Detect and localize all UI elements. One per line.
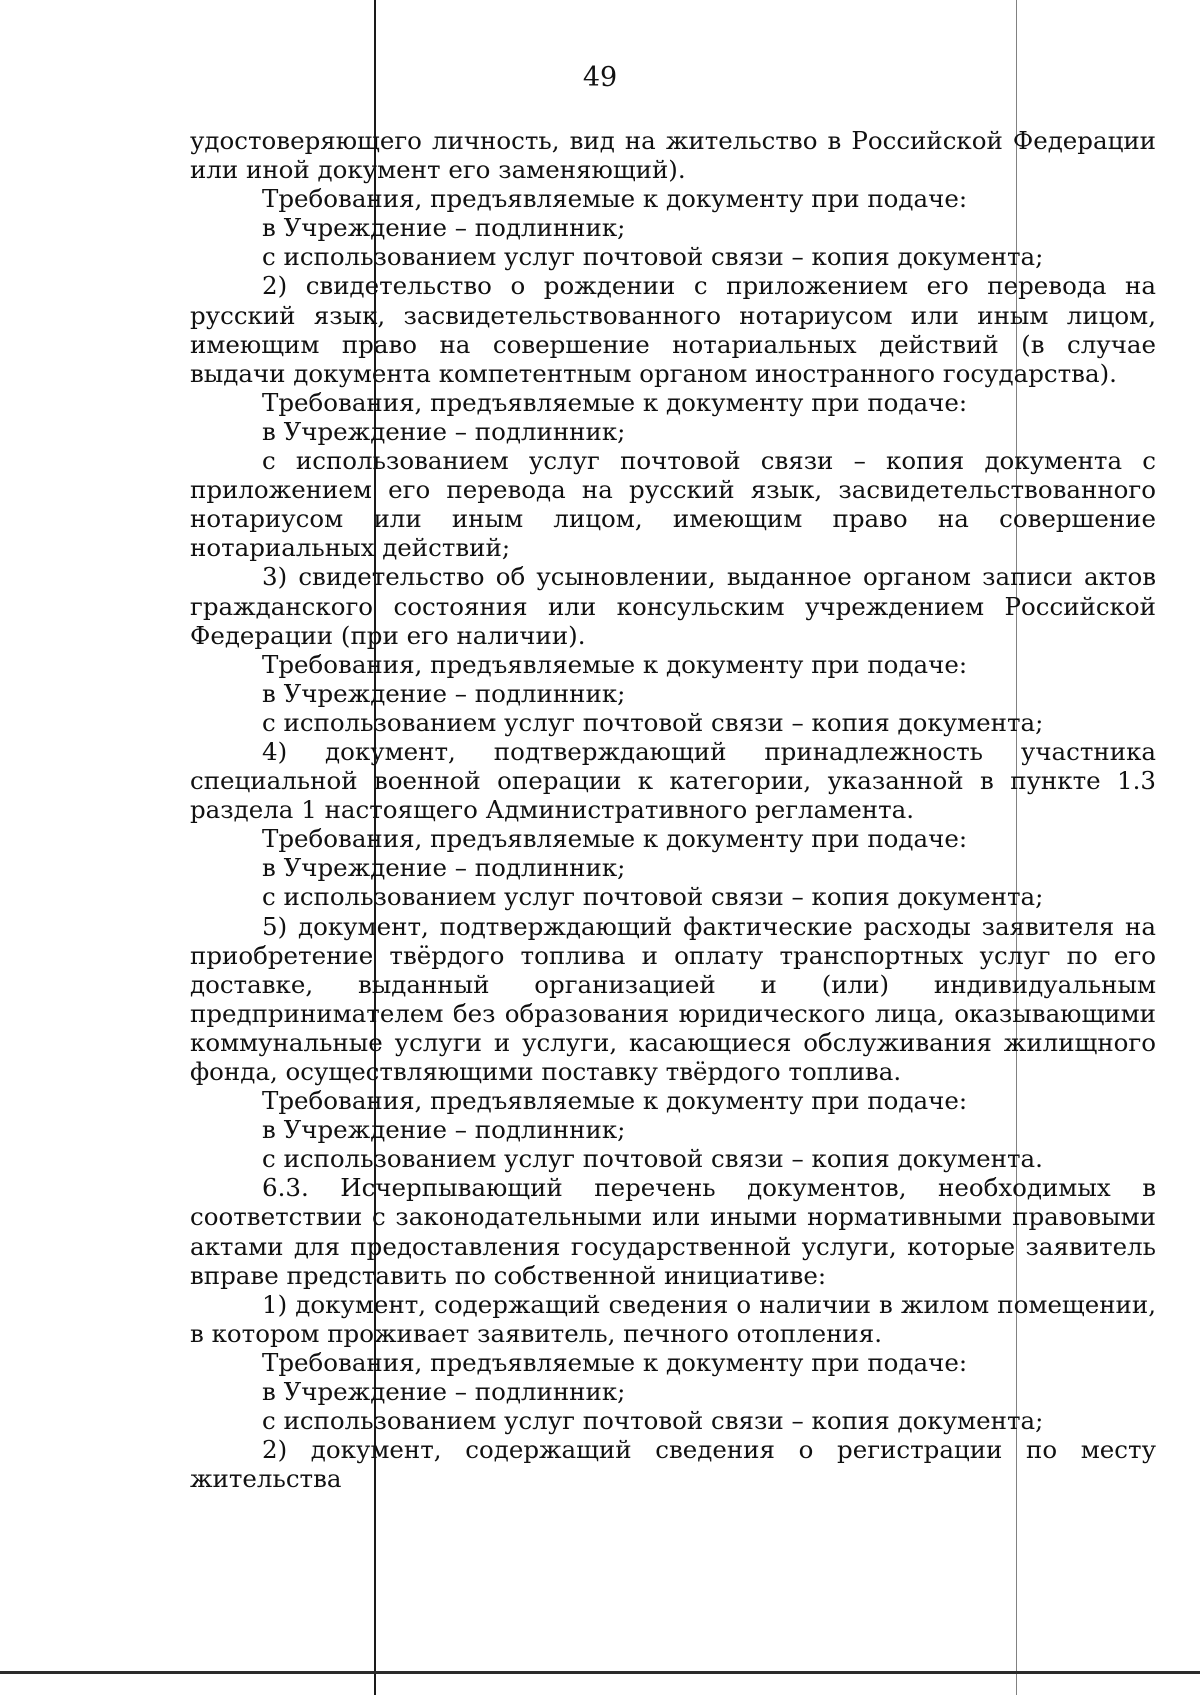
document-body [190, 126, 1156, 1493]
paragraph: 2) документ, содержащий сведения о регистрации по месту жительства [190, 1435, 1156, 1494]
page-number: 49 [582, 62, 618, 93]
paragraph: Требования, предъявляемые к документу при подаче: [262, 649, 968, 679]
paragraph: с использованием услуг почтовой связи – копия документа с приложением его перевода на русский язык, засвидетельствованного нотариусом или иным лицом, имеющим право на совершение нотариальных действий; [190, 446, 1156, 563]
paragraph: в Учреждение – подлинник; [262, 416, 626, 446]
paragraph: в Учреждение – подлинник; [262, 678, 626, 708]
paragraph: Требования, предъявляемые к документу при подаче: [262, 387, 968, 417]
paragraph: Требования, предъявляемые к документу при подаче: [262, 824, 968, 854]
paragraph: в Учреждение – подлинник; [262, 1377, 626, 1407]
paragraph: в Учреждение – подлинник; [262, 213, 626, 243]
paragraph: 1) документ, содержащий сведения о наличии в жилом помещении, в котором проживает заявитель, печного отопления. [190, 1289, 1156, 1348]
paragraph: 4) документ, подтверждающий принадлежность участника специальной военной операции к категории, указанной в пункте 1.3 раздела 1 настоящего Административного регламента. [190, 736, 1156, 825]
paragraph: 5) документ, подтверждающий фактические расходы заявителя на приобретение твёрдого топлива и оплату транспортных услуг по его доставке, выданный организацией и (или) индивидуальным предпринимателем без образования юридического лица, оказывающими коммунальные услуги и услуги, касающиеся обслуживания жилищного фонда, осуществляющими поставку твёрдого топлива. [190, 911, 1156, 1086]
paragraph: 3) свидетельство об усыновлении, выданное органом записи актов гражданского состояния или консульским учреждением Российской Федерации (при его наличии). [190, 562, 1156, 650]
paragraph: в Учреждение – подлинник; [262, 1115, 626, 1145]
paragraph: Требования, предъявляемые к документу при подаче: [262, 184, 968, 214]
paragraph: 2) свидетельство о рождении с приложением его перевода на русский язык, засвидетельствованного нотариусом или иным лицом, имеющим право на совершение нотариальных действий (в случае выдачи документа компетентным органом иностранного государства). [190, 271, 1156, 388]
paragraph: Требования, предъявляемые к документу при подаче: [262, 1347, 968, 1377]
paragraph: с использованием услуг почтовой связи – копия документа; [262, 1406, 1044, 1436]
paragraph: с использованием услуг почтовой связи – копия документа; [262, 882, 1044, 912]
paragraph: с использованием услуг почтовой связи – копия документа; [262, 242, 1044, 272]
paragraph: с использованием услуг почтовой связи – копия документа. [262, 1144, 1043, 1174]
paragraph: Требования, предъявляемые к документу при подаче: [262, 1086, 968, 1116]
paragraph: в Учреждение – подлинник; [262, 853, 626, 883]
paragraph: 6.3. Исчерпывающий перечень документов, необходимых в соответствии с законодательными или иными нормативными правовыми актами для предоставления государственной услуги, которые заявитель вправе представить по собственной инициативе: [190, 1173, 1156, 1290]
paragraph: удостоверяющего личность, вид на жительство в Российской Федерации или иной документ его заменяющий). [190, 126, 1156, 185]
scan-artifact-bottom-edge [0, 1671, 1200, 1674]
paragraph: с использованием услуг почтовой связи – копия документа; [262, 707, 1044, 737]
